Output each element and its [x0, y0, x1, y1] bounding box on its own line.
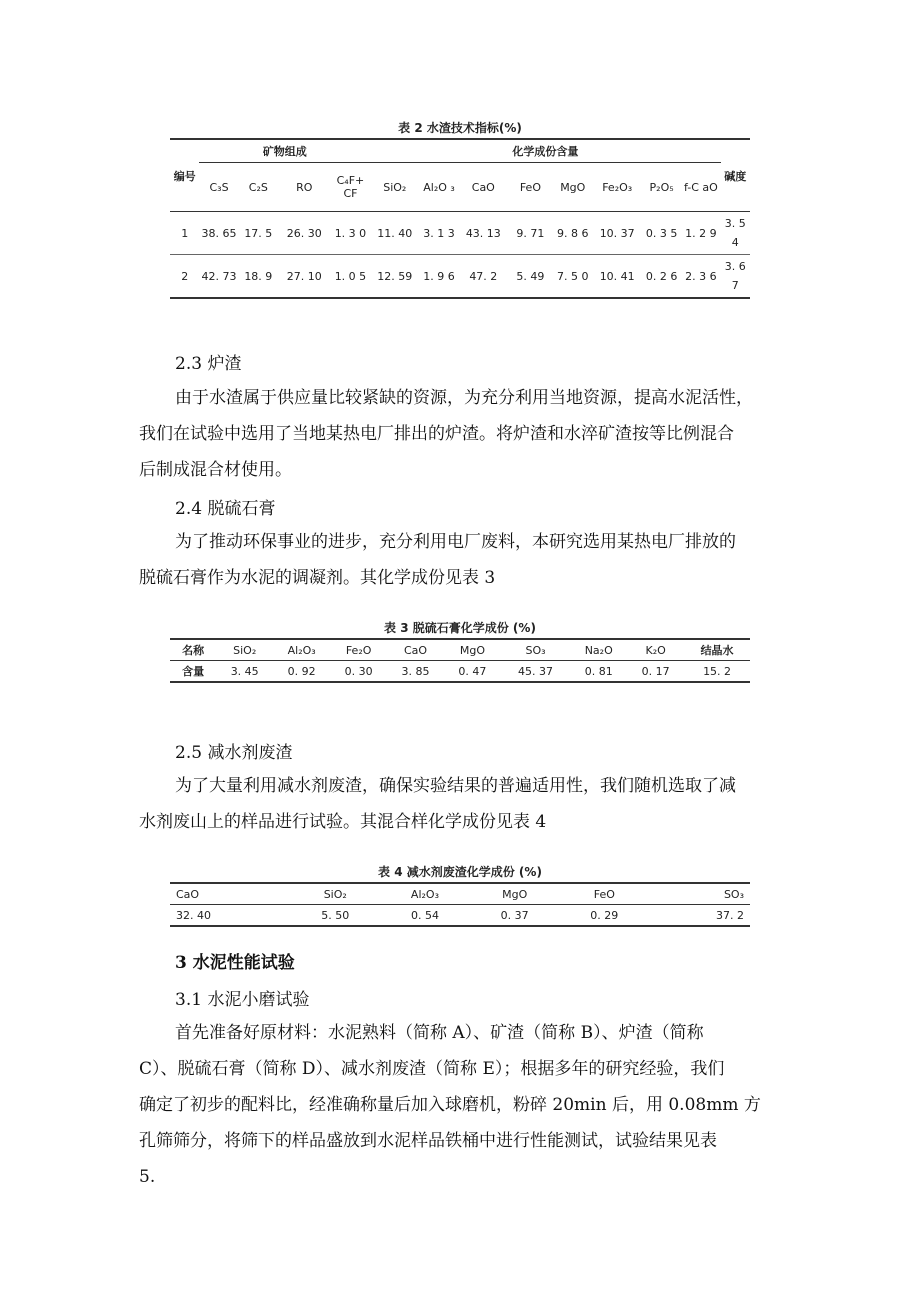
table-cell: 名称 — [170, 639, 216, 661]
table-cell: 1. 9 6 — [423, 269, 455, 283]
table-cell: Al₂O₃ — [380, 883, 470, 905]
paragraph-line: 孔筛筛分，将筛下的样品盛放到水泥样品铁桶中进行性能测试，试验结果见表 — [139, 1131, 717, 1151]
table-cell: 3. 5 4 — [721, 212, 751, 255]
table-cell: 9. 71 — [508, 212, 553, 255]
table-cell: 15. 2 — [703, 664, 732, 678]
table-2 — [170, 118, 750, 299]
table-row — [170, 883, 750, 905]
table-cell: 0. 2 6 — [645, 269, 678, 283]
table-cell: 1 — [170, 212, 199, 255]
table-3 — [170, 618, 750, 683]
table-2-col-header: FeO — [508, 163, 553, 212]
table-cell: Fe₂O — [330, 639, 387, 661]
table-2-col-header: C₃S — [199, 163, 238, 212]
table-row — [170, 905, 750, 927]
table-2-group-chem: 化学成份含量 — [370, 139, 720, 163]
section-2-4-heading: 2.4 脱硫石膏 — [175, 499, 276, 519]
table-cell: CaO — [387, 639, 444, 661]
table-cell: 27. 10 — [286, 269, 322, 283]
table-cell: 2. 3 6 — [685, 269, 717, 283]
table-cell: 0. 47 — [458, 664, 487, 678]
table-cell: 含量 — [182, 665, 205, 678]
table-2-col-header: Fe₂O₃ — [593, 163, 642, 212]
table-cell: 42. 73 — [201, 269, 237, 283]
table-cell: 9. 8 6 — [553, 212, 593, 255]
table-2-col-header: MgO — [553, 163, 593, 212]
table-cell: 17. 5 — [239, 212, 278, 255]
paragraph-line: 我们在试验中选用了当地某热电厂排出的炉渣。将炉渣和水淬矿渣按等比例混合 — [139, 424, 734, 444]
table-cell: CaO — [170, 883, 290, 905]
table-cell: 1. 0 5 — [334, 269, 367, 283]
table-row — [170, 212, 750, 255]
table-2-col-header: C₄F+ CF — [331, 163, 371, 212]
table-cell: 3. 6 7 — [724, 260, 746, 292]
table-cell: SO₃ — [649, 883, 750, 905]
table-cell: MgO — [470, 883, 560, 905]
table-cell: 12. 59 — [377, 269, 413, 283]
table-cell: 32. 40 — [176, 908, 211, 922]
table-4 — [170, 862, 750, 927]
table-4-caption: 表 4 减水剂废渣化学成份 (%) — [378, 865, 542, 879]
paragraph-line: C）、脱硫石膏（简称 D）、减水剂废渣（简称 E）；根据多年的研究经验，我们 — [139, 1059, 725, 1079]
paragraph-line: 为了大量利用减水剂废渣，确保实验结果的普遍适用性，我们随机选取了减 — [175, 776, 736, 796]
table-cell: 10. 37 — [593, 212, 642, 255]
table-cell: 0. 3 5 — [642, 212, 682, 255]
table-cell: 5. 50 — [321, 908, 350, 922]
table-cell: 47. 2 — [469, 269, 498, 283]
table-2-col-header: CaO — [459, 163, 508, 212]
table-cell: K₂O — [627, 639, 684, 661]
table-cell: 0. 81 — [584, 664, 613, 678]
paragraph-line: 由于水渣属于供应量比较紧缺的资源，为充分利用当地资源，提高水泥活性， — [175, 388, 753, 408]
table-cell: 结晶水 — [684, 639, 750, 661]
table-cell: 43. 13 — [459, 212, 508, 255]
table-cell: 7. 5 0 — [557, 269, 589, 283]
table-cell: 37. 2 — [716, 908, 744, 922]
paragraph-line: 首先准备好原材料：水泥熟料（简称 A）、矿渣（简称 B）、炉渣（简称 — [175, 1023, 704, 1043]
table-cell: 10. 41 — [599, 269, 635, 283]
table-cell: 0. 37 — [500, 908, 529, 922]
table-cell: 26. 30 — [278, 212, 331, 255]
table-2-col-header: P₂O₅ — [642, 163, 682, 212]
table-cell: 0. 54 — [410, 908, 439, 922]
table-cell: SiO₂ — [290, 883, 380, 905]
table-cell: MgO — [444, 639, 501, 661]
table-cell: 45. 37 — [518, 664, 554, 678]
table-2-group-mineral: 矿物组成 — [199, 139, 370, 163]
table-cell: 5. 49 — [516, 269, 545, 283]
table-2-col-header: RO — [278, 163, 331, 212]
table-cell: 38. 65 — [199, 212, 238, 255]
section-2-5-paragraph — [139, 768, 779, 840]
paragraph-line: 水剂废山上的样品进行试验。其混合样化学成份见表 4 — [139, 812, 547, 832]
table-3-caption: 表 3 脱硫石膏化学成份 (%) — [384, 621, 536, 635]
paragraph-line: 为了推动环保事业的进步，充分利用电厂废料，本研究选用某热电厂排放的 — [175, 532, 736, 552]
section-3-heading: 3 水泥性能试验 — [175, 953, 295, 973]
table-cell: 3. 45 — [230, 664, 259, 678]
table-cell: Al₂O₃ — [273, 639, 330, 661]
table-row — [170, 639, 750, 661]
table-2-col-header: Al₂O ₃ — [419, 163, 458, 212]
table-cell: FeO — [559, 883, 649, 905]
table-2-grid — [170, 138, 750, 299]
section-2-3-heading: 2.3 炉渣 — [175, 354, 242, 374]
paragraph-line: 脱硫石膏作为水泥的调凝剂。其化学成份见表 3 — [139, 568, 496, 588]
table-cell: 3. 85 — [401, 664, 430, 678]
table-4-grid — [170, 882, 750, 927]
table-cell: SiO₂ — [216, 639, 273, 661]
section-2-5-heading: 2.5 减水剂废渣 — [175, 743, 293, 763]
paragraph-line: 后制成混合材使用。 — [139, 460, 292, 480]
table-cell: 18. 9 — [244, 269, 273, 283]
table-row — [170, 661, 750, 683]
table-2-basicity-header: 碱度 — [721, 139, 751, 212]
section-2-4-paragraph — [139, 524, 779, 596]
paragraph-line: 确定了初步的配料比，经准确称量后加入球磨机，粉碎 20min 后，用 0.08mm 方 — [139, 1095, 761, 1115]
table-2-col-header: f-C aO — [681, 163, 720, 212]
table-cell: 0. 17 — [641, 664, 670, 678]
paragraph-line: 5. — [139, 1167, 156, 1187]
table-cell: 1. 3 0 — [331, 212, 371, 255]
table-cell: 11. 40 — [370, 212, 419, 255]
table-cell: 0. 30 — [344, 664, 373, 678]
table-row — [170, 255, 750, 299]
table-2-col-header: C₂S — [239, 163, 278, 212]
table-cell: 0. 92 — [287, 664, 316, 678]
table-cell: 3. 1 3 — [419, 212, 458, 255]
table-2-caption: 表 2 水渣技术指标(%) — [398, 121, 522, 135]
section-3-1-heading: 3.1 水泥小磨试验 — [175, 990, 310, 1010]
table-cell: 1. 2 9 — [681, 212, 720, 255]
table-3-grid — [170, 638, 750, 683]
table-cell: 0. 29 — [590, 908, 619, 922]
table-2-col-header: SiO₂ — [370, 163, 419, 212]
section-2-3-paragraph — [139, 380, 779, 488]
table-2-id-header: 编号 — [170, 139, 199, 212]
section-3-1-paragraph — [139, 1015, 779, 1195]
table-cell: SO₃ — [501, 639, 570, 661]
table-cell: 2 — [181, 269, 189, 283]
table-cell: Na₂O — [570, 639, 627, 661]
